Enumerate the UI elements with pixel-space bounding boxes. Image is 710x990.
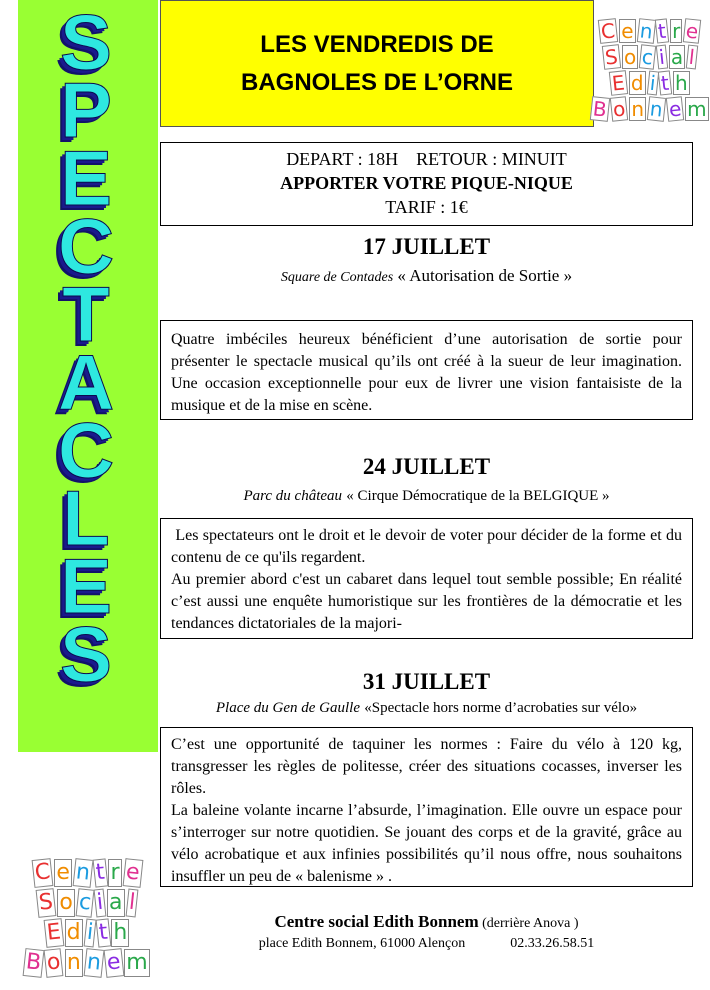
vertical-title-letter: E [59,134,113,222]
footer-organization [160,912,693,932]
organization-location-note: (derrière Anova ) [478,916,579,931]
logo-letter: o [44,948,64,978]
logo-letter: S [604,44,620,70]
logo-row [44,918,131,948]
logo-letter: i [658,44,667,70]
logo-letter: l [687,44,696,70]
logo-letter: n [66,950,81,975]
event-date: 17 JUILLET [362,234,491,259]
vertical-title [26,0,146,698]
logo-letter: C [32,858,54,888]
vertical-title-letter: S [59,610,113,698]
event-venue-line [160,485,693,505]
logo-letter: e [685,18,700,44]
logo-letter: i [648,70,657,96]
logo-letter: E [43,918,64,948]
logo-letter: n [638,18,654,44]
logo-letter: e [103,948,123,978]
event-date: 24 JUILLET [362,454,491,479]
event-show: «Spectacle hors norme d’acrobaties sur vélo» [364,700,638,716]
logo-row [32,858,142,888]
vertical-title-letter: E [59,542,113,630]
picnic-notice: APPORTER VOTRE PIQUE-NIQUE [280,173,573,193]
description-paragraph: Quatre imbéciles heureux bénéficient d’une autorisation de sortie pour présenter le spectacle musical qu’ils ont créé à la sueur de leur imagination. Une occasion exceptionnelle pour eux de livrer une vision fantaisiste de la musique et de la mise en scène. [171,331,682,414]
logo-letter: h [113,920,128,945]
logo-letter: t [92,858,107,887]
logo-letter: m [126,950,148,975]
centre-social-logo-top [592,18,707,122]
logo-row [36,888,137,918]
event-date: 31 JUILLET [362,669,491,694]
logo-letter: B [23,948,45,978]
event-show: « Cirque Démocratique de la BELGIQUE » [346,488,610,504]
logo-letter: n [72,858,93,888]
logo-letter: i [83,919,96,948]
logo-letter: C [600,18,617,44]
logo-letter: t [659,70,671,96]
vertical-title-letter: P [59,66,113,154]
logo-letter: n [648,96,665,122]
logo-letter: o [611,96,627,122]
price: TARIF : 1€ [385,197,468,217]
logo-letter: c [641,44,655,70]
logo-letter: n [631,97,645,121]
logo-letter: t [657,18,668,44]
logo-letter: d [66,920,81,945]
logo-letter: r [110,860,120,885]
logo-letter: e [122,858,142,888]
event-venue: Parc du château [243,488,343,504]
organization-address: place Edith Bonnem, 61000 Alençon [258,936,466,951]
vertical-title-letter: C [57,406,115,494]
description-paragraph: C’est une opportunité de taquiner les normes : Faire du vélo à 120 kg, transgresser les règles de politesse, créer des situations cocasses, inverser les rôles. [171,736,682,797]
logo-row [590,96,709,122]
logo-letter: a [670,45,684,69]
logo-letter: i [93,889,106,918]
logo-letter: o [624,45,637,69]
event-venue-line [160,266,693,286]
logo-letter: m [687,97,707,121]
logo-letter: e [621,19,634,43]
logo-letter: d [630,71,644,95]
organization-name: Centre social Edith Bonnem [274,912,479,931]
vertical-title-letter: C [57,202,115,290]
vertical-title-letter: T [62,270,110,358]
logo-letter: e [56,860,70,885]
logo-letter: n [83,948,104,978]
logo-letter: E [611,70,627,96]
logo-letter: B [592,96,609,122]
logo-letter: h [675,71,688,95]
logo-letter: S [36,888,57,918]
logo-row [609,70,690,96]
vertical-title-letter: S [59,0,113,86]
logo-letter: c [75,888,94,918]
footer-contact [160,936,693,952]
vertical-title-letter: A [57,338,115,426]
organization-phone: 02.33.26.58.51 [510,936,595,951]
event-venue: Square de Contades [280,270,394,285]
title-box [160,0,594,127]
logo-row [598,18,701,44]
title-line-2: BAGNOLES DE L’ORNE [240,68,514,96]
logo-letter: a [109,890,123,915]
event-description [160,320,693,420]
info-box [160,142,693,226]
description-paragraph: Les spectateurs ont le droit et le devoir de voter pour décider de la forme et du contenu de ce qu'ils regardent. [171,527,687,566]
logo-letter: e [667,96,683,122]
event-show: « Autorisation de Sortie » [397,266,573,285]
logo-letter: l [125,889,138,918]
logo-letter: r [672,19,681,43]
departure-return: DEPART : 18H RETOUR : MINUIT [286,149,567,169]
description-paragraph: Au premier abord c'est un cabaret dans lequel tout semble possible; En réalité c’est aussi une enquête humoristique sur les frontières de la démocratie et les tendances dictatoriales de la majori- [171,571,682,632]
description-paragraph: La baleine volante incarne l’absurde, l’imagination. Elle ouvre un espace pour s’interroger sur notre quotidien. Se jouant des corps et de la gravité, grâce au vélo acrobatique et aux infinies possibilités qu’il nous offre, nous souhaitons insuffler un peu de « balenisme » . [171,802,682,885]
vertical-title-letter: L [62,474,110,562]
event-description [160,727,693,887]
event-description [160,518,693,639]
event-venue: Place du Gen de Gaulle [215,700,361,716]
logo-letter: o [59,890,73,915]
event-venue-line [160,697,693,717]
title-line-1: LES VENDREDIS DE [260,30,494,58]
logo-row [23,948,150,978]
logo-letter: t [95,918,110,947]
logo-row [602,44,697,70]
centre-social-logo-bottom [22,858,152,978]
